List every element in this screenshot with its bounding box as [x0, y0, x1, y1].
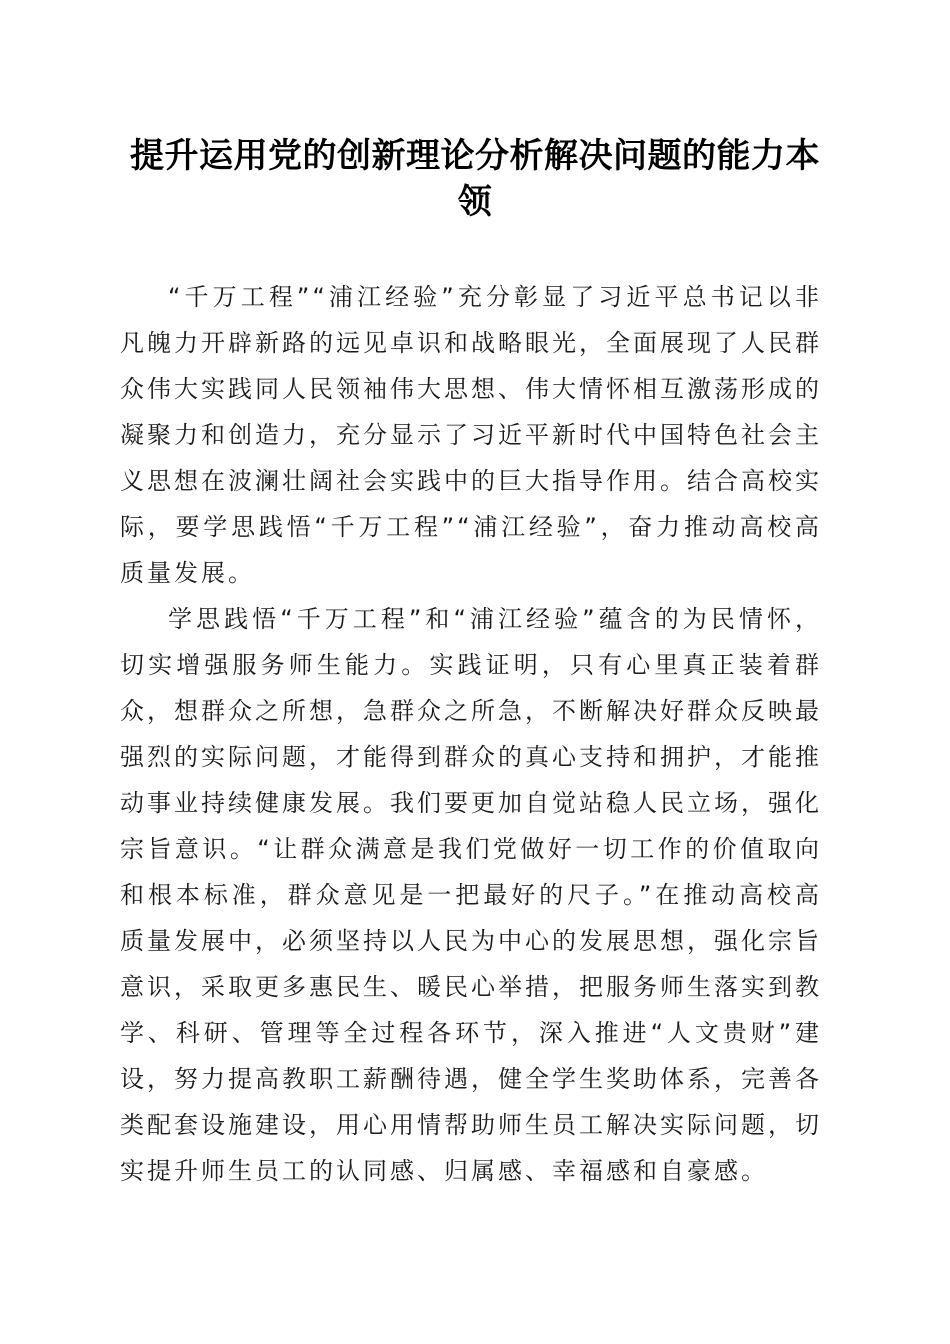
document-body — [120, 274, 822, 1194]
paragraph-1: “千万工程”“浦江经验”充分彰显了习近平总书记以非凡魄力开辟新路的远见卓识和战略眼光，全面展现了人民群众伟大实践同人民领袖伟大思想、伟大情怀相互激荡形成的凝聚力和创造力，充分显示了习近平新时代中国特色社会主义思想在波澜壮阔社会实践中的巨大指导作用。结合高校实际，要学思践悟“千万工程”“浦江经验”，奋力推动高校高质量发展。 — [120, 283, 822, 587]
paragraph-2: 学思践悟“千万工程”和“浦江经验”蕴含的为民情怀，切实增强服务师生能力。实践证明，只有心里真正装着群众，想群众之所想，急群众之所急，不断解决好群众反映最强烈的实际问题，才能得到群众的真心支持和拥护，才能推动事业持续健康发展。我们要更加自觉站稳人民立场，强化宗旨意识。“让群众满意是我们党做好一切工作的价值取向和根本标准，群众意见是一把最好的尺子。”在推动高校高质量发展中，必须坚持以人民为中心的发展思想，强化宗旨意识，采取更多惠民生、暖民心举措，把服务师生落实到教学、科研、管理等全过程各环节，深入推进“人文贵财”建设，努力提高教职工薪酬待遇，健全学生奖助体系，完善各类配套设施建设，用心用情帮助师生员工解决实际问题，切实提升师生员工的认同感、归属感、幸福感和自豪感。 — [120, 605, 822, 1185]
document-title: 提升运用党的创新理论分析解决问题的能力本领 — [130, 136, 820, 222]
